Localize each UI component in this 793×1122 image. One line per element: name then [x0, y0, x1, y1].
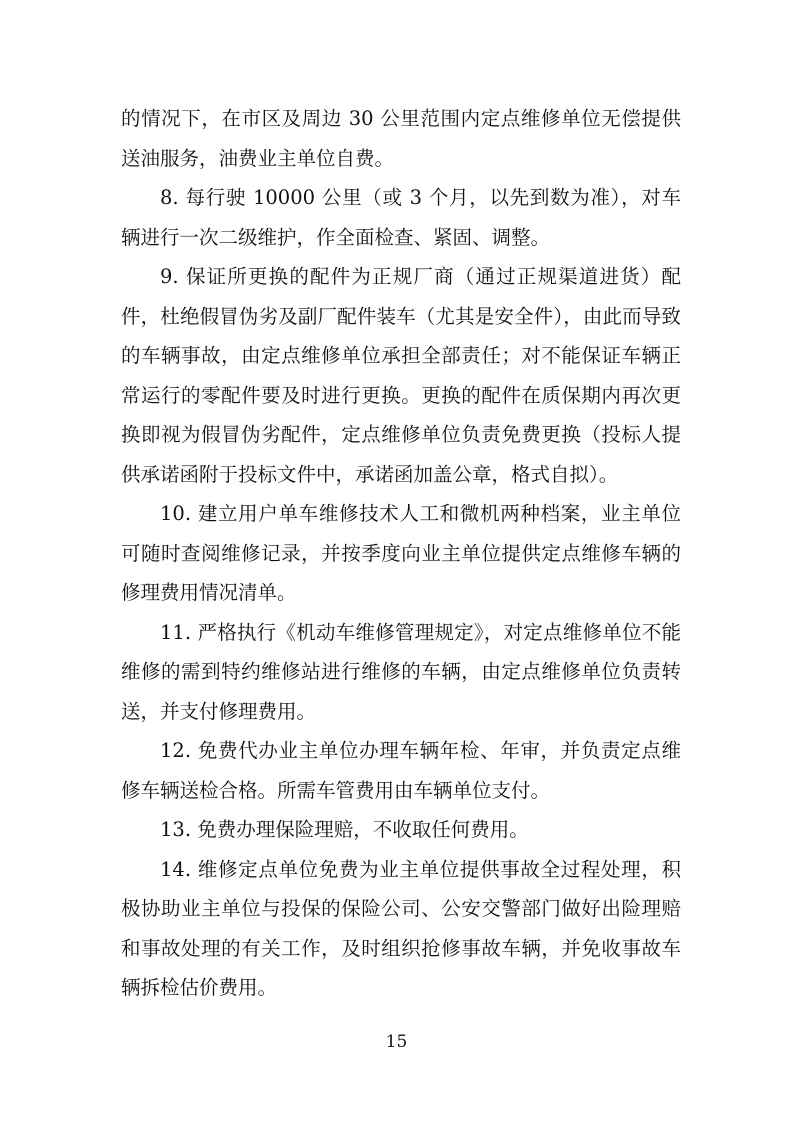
body-text: [121, 99, 681, 1008]
paragraph-item-11: 11. 严格执行《机动车维修管理规定》，对定点维修单位不能维修的需到特约维修站进行维修的车辆，由定点维修单位负责转送，并支付修理费用。: [121, 620, 681, 723]
paragraph-item-13: 13. 免费办理保险理赔，不收取任何费用。: [160, 818, 529, 841]
paragraph-continuation: 的情况下，在市区及周边 30 公里范围内定点维修单位无偿提供送油服务，油费业主单位自费。: [121, 107, 681, 170]
paragraph-item-9: 9. 保证所更换的配件为正规厂商（通过正规渠道进货）配件，杜绝假冒伪劣及副厂配件装车（尤其是安全件），由此而导致的车辆事故，由定点维修单位承担全部责任；对不能保证车辆正常运行的零配件要及时进行更换。更换的配件在质保期内再次更换即视为假冒伪劣配件，定点维修单位负责免费更换（投标人提供承诺函附于投标文件中，承诺函加盖公章，格式自拟）。: [121, 265, 681, 486]
paragraph-item-14: 14. 维修定点单位免费为业主单位提供事故全过程处理，积极协助业主单位与投保的保险公司、公安交警部门做好出险理赔和事故处理的有关工作，及时组织抢修事故车辆，并免收事故车辆拆检估价费用。: [121, 857, 681, 999]
page-number: 15: [385, 1032, 408, 1052]
paragraph-item-10: 10. 建立用户单车维修技术人工和微机两种档案，业主单位可随时查阅维修记录，并按季度向业主单位提供定点维修车辆的修理费用情况清单。: [121, 502, 681, 604]
paragraph-item-12: 12. 免费代办业主单位办理车辆年检、年审，并负责定点维修车辆送检合格。所需车管费用由车辆单位支付。: [121, 739, 681, 802]
paragraph-item-8: 8. 每行驶 10000 公里（或 3 个月，以先到数为准），对车辆进行一次二级维护，作全面检查、紧固、调整。: [121, 186, 681, 249]
